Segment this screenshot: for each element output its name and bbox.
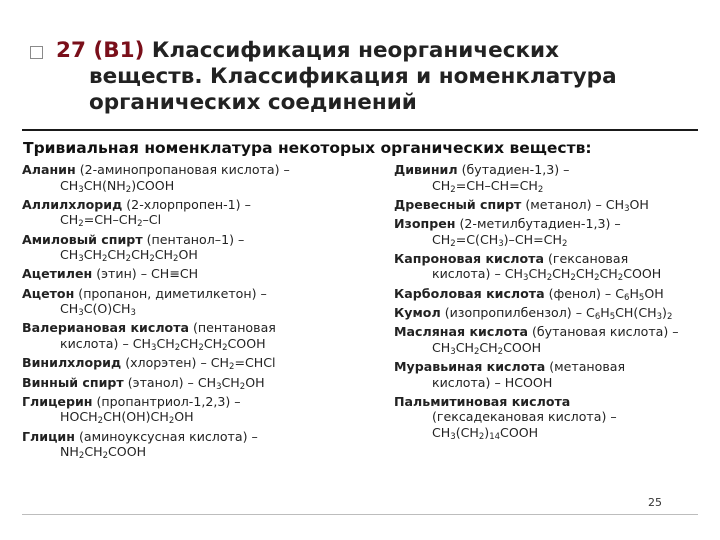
right-entry: Муравьиная кислота (метановая кислота) – HCOOH	[394, 359, 626, 390]
compound-name: Ацетилен	[22, 266, 93, 282]
title-line-2: веществ. Классификация и номенклатура	[89, 64, 617, 89]
compound-name: Древесный спирт	[394, 196, 522, 212]
compound-name: Глицин	[22, 428, 75, 444]
left-entry: Глицерин (пропантриол-1,2,3) – $HOCH_2CH(OH)CH_2OH$	[22, 394, 372, 425]
compound-name: Валериановая кислота	[22, 320, 190, 336]
left-entry: Валериановая кислота (пентановая кислота) – $CH_3CH_2CH_2CH_2COOH$	[22, 320, 276, 353]
left-column	[22, 162, 372, 463]
compound-formula: $CH_3CH_2CH_2COOH$	[432, 339, 542, 357]
left-entry: Винилхлорид (хлорэтен) – $CH_2=CHCl$	[22, 355, 276, 373]
left-entry: Глицин (аминоуксусная кислота) – $NH_2CH_2COOH$	[22, 429, 372, 460]
compound-formula: $CH_2=CH-CH=CH_2$	[432, 177, 544, 195]
compound-name: Винный спирт	[22, 374, 124, 390]
right-entry: Капроновая кислота (гексановая кислота) – $CH_3CH_2CH_2CH_2CH_2COOH$	[394, 250, 662, 284]
compound-name: Кумол	[394, 304, 441, 320]
compound-name: Аланин	[22, 162, 76, 177]
left-entry: Аллилхлорид (2-хлорпропен-1) – $CH_2=CH-CH_2-Cl$	[22, 197, 372, 228]
left-entry: Ацетон (пропанон, диметилкетон) – $CH_3C(O)CH_3$	[22, 286, 372, 317]
compound-formula: $CH_3C(O)CH_3$	[60, 301, 136, 319]
page-number: 25	[648, 496, 662, 509]
compound-name: Масляная кислота	[394, 324, 528, 340]
compound-name: Винилхлорид	[22, 355, 122, 371]
compound-name: Амиловый спирт	[22, 231, 143, 247]
compound-name: Изопрен	[394, 216, 456, 232]
task-number: 27 (В1)	[56, 38, 145, 63]
compound-formula: $CH_3CH_2CH_2CH_2CH_2OH$	[60, 247, 198, 265]
compound-name: Аллилхлорид	[22, 196, 123, 212]
right-entry: Масляная кислота (бутановая кислота) – $CH_3CH_2CH_2COOH$	[394, 324, 714, 355]
title-underline	[22, 129, 698, 131]
right-column	[394, 162, 714, 444]
compound-formula: $CH_3(CH_2)_{14}COOH$	[432, 424, 539, 442]
compound-name: Пальмитиновая кислота	[394, 393, 571, 409]
title-line-3: органических соединений	[89, 90, 417, 115]
right-entry: Древесный спирт (метанол) – $CH_3OH$	[394, 196, 649, 214]
title-bullet-icon	[30, 46, 43, 59]
left-entry: Винный спирт (этанол) – $CH_3CH_2OH$	[22, 374, 265, 392]
compound-name: Муравьиная кислота	[394, 359, 546, 375]
right-entry: Кумол (изопропилбензол) – $C_6H_5CH(CH_3)_2$	[394, 304, 673, 322]
compound-name: Дивинил	[394, 162, 458, 177]
left-entry: Амиловый спирт (пентанол–1) – $CH_3CH_2CH_2CH_2CH_2OH$	[22, 232, 372, 263]
left-entry: Аланин (2-аминопропановая кислота) – $CH_3CH(NH_2)COOH$	[22, 162, 372, 193]
right-entry: Пальмитиновая кислота (гексадекановая кислота) – $CH_3(CH_2)_{14}COOH$	[394, 394, 714, 441]
compound-name: Глицерин	[22, 393, 93, 409]
right-entry: Карболовая кислота (фенол) – $C_6H_5OH$	[394, 285, 664, 303]
compound-name: Капроновая кислота	[394, 250, 544, 266]
compound-formula: $CH_3CH(NH_2)COOH$	[60, 177, 175, 195]
compound-name: Карболовая кислота	[394, 285, 545, 301]
compound-formula: $CH_2=C(CH_3)-CH=CH_2$	[432, 231, 568, 249]
section-subtitle: Тривиальная номенклатура некоторых органических веществ:	[23, 139, 592, 157]
compound-formula: $NH_2CH_2COOH$	[60, 444, 147, 462]
right-entry: Дивинил (бутадиен-1,3) – $CH_2=CH-CH=CH_2$	[394, 162, 714, 193]
compound-name: Ацетон	[22, 285, 75, 301]
right-entry: Изопрен (2-метилбутадиен-1,3) – $CH_2=C(CH_3)-CH=CH_2$	[394, 216, 714, 247]
compound-formula: $HOCH_2CH(OH)CH_2OH$	[60, 409, 194, 427]
compound-formula: $CH_2=CH-CH_2-Cl$	[60, 212, 162, 230]
footer-divider	[22, 514, 698, 515]
left-entry: Ацетилен (этин) – CH≡CH	[22, 266, 199, 282]
slide-title: 27 (В1) Классификация неорганических веществ. Классификация и номенклатура органических соединений	[56, 38, 696, 116]
